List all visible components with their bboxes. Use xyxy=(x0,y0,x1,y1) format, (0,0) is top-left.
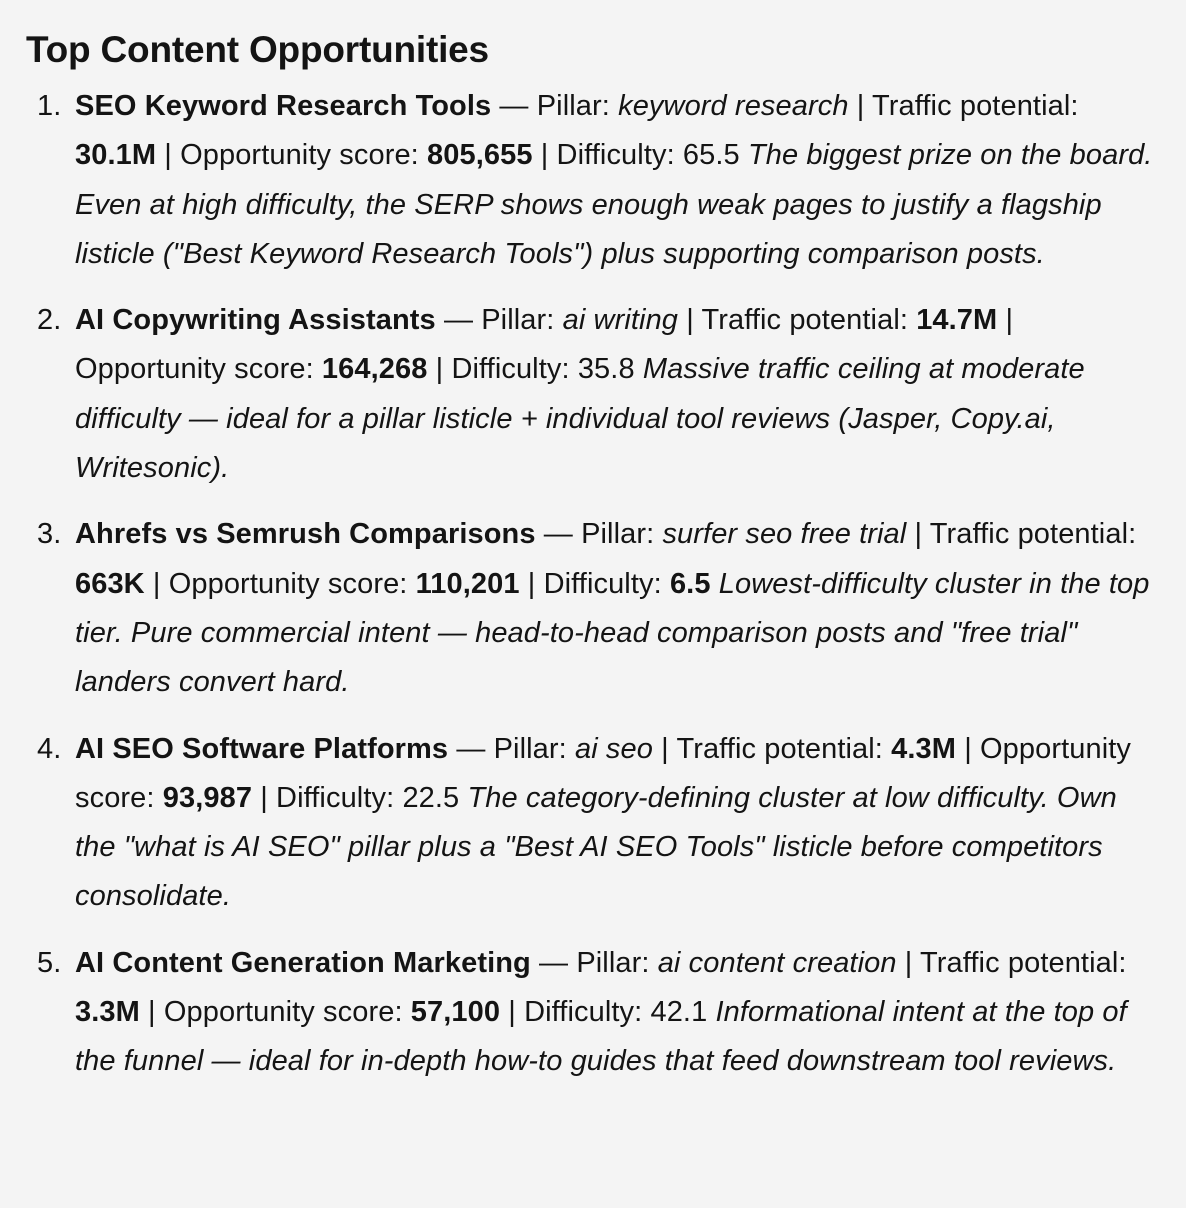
separator: | xyxy=(164,139,172,172)
separator: | xyxy=(435,353,444,386)
list-item xyxy=(26,510,1158,707)
item-number: 3. xyxy=(37,518,62,551)
difficulty-label: Difficulty: xyxy=(451,353,570,386)
difficulty-value: 22.5 xyxy=(402,781,460,814)
item-title: AI Content Generation Marketing xyxy=(75,946,531,979)
item-title: Ahrefs vs Semrush Comparisons xyxy=(75,518,536,551)
opportunity-label: Opportunity score: xyxy=(163,996,403,1029)
item-note: Informational intent at the top of the funnel — ideal for in-depth how-to guides that feed downstream tool reviews. xyxy=(75,996,1127,1078)
separator: | xyxy=(148,996,156,1029)
separator: | xyxy=(914,518,923,551)
pillar-value: ai seo xyxy=(575,732,653,765)
separator: | xyxy=(964,732,972,765)
difficulty-label: Difficulty: xyxy=(543,567,662,600)
opportunity-list xyxy=(26,82,1158,1087)
difficulty-label: Difficulty: xyxy=(556,139,675,172)
pillar-value: ai content creation xyxy=(657,946,897,979)
traffic-label: Traffic potential: xyxy=(872,90,1079,122)
pillar-label: Pillar: xyxy=(536,90,610,122)
separator: | xyxy=(508,996,516,1029)
opportunity-label: Opportunity score: xyxy=(168,567,408,600)
pillar-value: ai writing xyxy=(562,304,679,337)
separator: | xyxy=(152,567,161,600)
traffic-value: 30.1M xyxy=(75,139,157,172)
traffic-label: Traffic potential: xyxy=(929,518,1137,551)
opportunity-label: Opportunity score: xyxy=(180,139,419,172)
traffic-value: 4.3M xyxy=(891,732,957,765)
item-title: SEO Keyword Research Tools xyxy=(75,90,492,122)
list-item xyxy=(26,82,1158,279)
difficulty-value: 42.1 xyxy=(650,996,708,1029)
pillar-value: keyword research xyxy=(618,90,849,122)
difficulty-label: Difficulty: xyxy=(276,781,395,814)
opportunity-value: 110,201 xyxy=(415,567,520,600)
traffic-label: Traffic potential: xyxy=(920,946,1127,979)
dash: — xyxy=(539,946,569,979)
separator: | xyxy=(540,139,549,172)
separator: | xyxy=(856,90,865,122)
opportunity-label: Opportunity score: xyxy=(75,732,1132,814)
traffic-value: 3.3M xyxy=(75,996,140,1029)
page-title: Top Content Opportunities xyxy=(26,29,489,70)
separator: | xyxy=(260,781,268,814)
opportunity-value: 93,987 xyxy=(162,781,253,814)
item-number: 1. xyxy=(37,90,62,122)
list-item xyxy=(26,939,1158,1087)
dash: — xyxy=(443,304,474,337)
traffic-value: 663K xyxy=(75,567,145,600)
list-item xyxy=(26,725,1158,922)
pillar-label: Pillar: xyxy=(581,518,655,551)
pillar-label: Pillar: xyxy=(576,946,650,979)
opportunity-value: 164,268 xyxy=(321,353,428,386)
opportunity-label: Opportunity score: xyxy=(75,353,314,386)
separator: | xyxy=(661,732,669,765)
separator: | xyxy=(904,946,913,979)
difficulty-value: 65.5 xyxy=(682,139,740,172)
separator: | xyxy=(686,304,694,337)
dash: — xyxy=(456,732,486,765)
item-title: AI SEO Software Platforms xyxy=(75,732,449,765)
separator: | xyxy=(1005,304,1014,337)
traffic-value: 14.7M xyxy=(916,304,998,337)
dash: — xyxy=(499,90,529,122)
item-note: The category-defining cluster at low difficulty. Own the "what is AI SEO" pillar plus a "Best AI SEO Tools" listicle before competitors consolidate. xyxy=(75,781,1117,913)
item-number: 2. xyxy=(37,304,62,337)
difficulty-value: 35.8 xyxy=(577,353,635,386)
item-number: 4. xyxy=(37,732,62,765)
separator: | xyxy=(527,567,536,600)
list-item xyxy=(26,296,1158,493)
item-number: 5. xyxy=(37,946,62,979)
pillar-value: surfer seo free trial xyxy=(662,518,907,551)
dash: — xyxy=(543,518,573,551)
pillar-label: Pillar: xyxy=(481,304,555,337)
item-note: Lowest-difficulty cluster in the top tier. Pure commercial intent — head-to-head comparison posts and "free trial" landers convert hard. xyxy=(75,567,1150,699)
item-note: The biggest prize on the board. Even at high difficulty, the SERP shows enough weak pages to justify a flagship listicle ("Best Keyword Research Tools") plus supporting comparison posts. xyxy=(75,139,1153,270)
traffic-label: Traffic potential: xyxy=(676,732,883,765)
item-note: Massive traffic ceiling at moderate difficulty — ideal for a pillar listicle + individual tool reviews (Jasper, Copy.ai, Writesonic). xyxy=(75,353,1085,485)
item-title: AI Copywriting Assistants xyxy=(75,304,436,337)
opportunity-value: 57,100 xyxy=(410,996,501,1029)
traffic-label: Traffic potential: xyxy=(701,304,909,337)
difficulty-value: 6.5 xyxy=(669,567,711,600)
opportunity-value: 805,655 xyxy=(427,139,533,172)
pillar-label: Pillar: xyxy=(493,732,567,765)
difficulty-label: Difficulty: xyxy=(524,996,643,1029)
